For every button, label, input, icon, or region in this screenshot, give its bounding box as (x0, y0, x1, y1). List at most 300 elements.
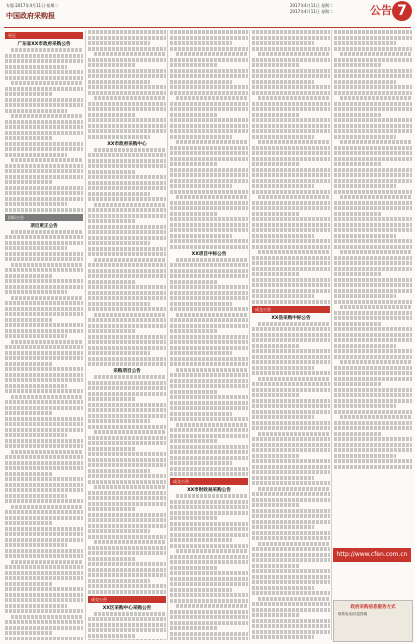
body-text-line (5, 164, 83, 168)
body-text-line (5, 587, 83, 591)
body-text-line (252, 465, 330, 469)
body-text-line (170, 555, 248, 559)
body-text-line (170, 439, 217, 443)
body-text-line (170, 340, 248, 344)
website-url-banner[interactable]: http://www.cfen.com.cn (333, 548, 411, 562)
body-text-line (88, 247, 166, 251)
body-text-line (11, 340, 83, 344)
body-text-line (170, 461, 232, 465)
body-text-line (170, 296, 248, 300)
body-text-line (334, 382, 381, 386)
body-text-line (252, 371, 330, 375)
body-text-line (5, 153, 67, 157)
body-text-line (88, 159, 166, 163)
body-text-line (334, 47, 412, 51)
body-text-line (88, 285, 166, 289)
body-text-line (252, 520, 330, 524)
body-text-line (334, 338, 412, 342)
masthead-right-line1: 2017年4月11日 星期二 (290, 3, 334, 8)
column-1 (5, 30, 83, 640)
column-divider (167, 30, 168, 640)
body-text-line (334, 377, 412, 381)
body-text-line (5, 604, 67, 608)
body-text-line (252, 421, 330, 425)
body-text-line (88, 381, 166, 385)
body-text-line (88, 324, 166, 328)
body-text-line (334, 388, 412, 392)
body-text-line (176, 52, 248, 56)
body-text-line (88, 302, 150, 306)
body-text-line (5, 70, 83, 74)
column-5 (334, 30, 412, 542)
body-text-line (88, 164, 166, 168)
body-text-line (88, 80, 150, 84)
body-text-line (170, 47, 248, 51)
body-text-line (176, 604, 248, 608)
body-text-line (5, 488, 83, 492)
body-text-line (334, 322, 381, 326)
body-text-line (170, 456, 248, 460)
body-text-line (176, 494, 248, 498)
body-text-line (170, 302, 232, 306)
info-service-box (333, 600, 413, 642)
body-text-line (94, 148, 166, 152)
body-text-line (88, 129, 166, 133)
body-text-line (5, 571, 83, 575)
body-text-line (5, 147, 83, 151)
body-text-line (88, 557, 135, 561)
body-text-line (5, 241, 83, 245)
body-text-line (170, 118, 248, 122)
body-text-line (252, 536, 330, 540)
body-text-line (252, 586, 314, 590)
body-text-line (88, 329, 135, 333)
body-text-line (94, 430, 166, 434)
body-text-line (5, 307, 83, 311)
body-text-line (340, 415, 412, 419)
body-text-line (170, 544, 248, 548)
body-text-line (170, 324, 248, 328)
body-text-line (252, 355, 330, 359)
body-text-line (5, 169, 83, 173)
column-divider (249, 30, 250, 640)
body-text-line (5, 252, 83, 256)
body-text-line (170, 566, 217, 570)
body-text-line (11, 615, 83, 619)
body-text-line (334, 179, 412, 183)
body-text-line (258, 250, 330, 254)
body-text-line (5, 345, 83, 349)
body-text-line (252, 619, 330, 623)
body-text-line (252, 426, 330, 430)
body-text-line (170, 63, 217, 67)
body-text-line (5, 98, 83, 102)
body-text-line (334, 201, 412, 205)
body-text-line (170, 626, 217, 630)
body-text-line (252, 212, 299, 216)
body-text-line (252, 283, 330, 287)
body-text-line (334, 393, 412, 397)
body-text-line (170, 184, 232, 188)
body-text-line (5, 301, 83, 305)
body-text-line (88, 496, 166, 500)
body-text-line (94, 485, 166, 489)
body-text-line (170, 533, 248, 537)
body-text-line (258, 140, 330, 144)
body-text-line (252, 564, 299, 568)
body-text-line (334, 234, 396, 238)
body-text-line (252, 410, 330, 414)
body-text-line (88, 91, 166, 95)
body-text-line (88, 274, 166, 278)
body-text-line (252, 294, 314, 298)
body-text-line (170, 516, 217, 520)
body-text-line (170, 274, 248, 278)
body-text-line (88, 102, 166, 106)
body-text-line (170, 285, 248, 289)
body-text-line (334, 124, 412, 128)
body-text-line (5, 285, 83, 289)
body-text-line (94, 96, 166, 100)
body-text-line (5, 54, 83, 58)
body-text-line (252, 481, 330, 485)
body-text-line (252, 338, 330, 342)
body-text-line (334, 190, 412, 194)
body-text-line (170, 217, 248, 221)
body-text-line (5, 109, 67, 113)
article-title: XX项目中标公告 (191, 251, 227, 257)
body-text-line (170, 362, 248, 366)
body-text-line (176, 96, 248, 100)
body-text-line (170, 401, 248, 405)
body-text-line (334, 63, 381, 67)
body-text-line (252, 503, 299, 507)
body-text-line (252, 300, 330, 304)
body-text-line (88, 518, 166, 522)
body-text-line (258, 52, 330, 56)
body-text-line (252, 91, 330, 95)
body-text-line (5, 406, 83, 410)
body-text-line (88, 197, 166, 201)
body-text-line (88, 107, 166, 111)
body-text-line (5, 191, 83, 195)
body-text-line (334, 267, 412, 271)
body-text-line (252, 580, 330, 584)
body-text-line (5, 422, 83, 426)
body-text-line (170, 472, 248, 476)
body-text-line (252, 498, 330, 502)
body-text-line (334, 135, 396, 139)
body-text-line (5, 136, 52, 140)
body-text-line (252, 102, 330, 106)
body-text-line (5, 356, 83, 360)
body-text-line (5, 609, 83, 613)
body-text-line (11, 450, 83, 454)
body-text-line (252, 58, 330, 62)
body-text-line (88, 408, 166, 412)
body-text-line (170, 30, 248, 34)
body-text-line (88, 639, 166, 640)
body-text-line (170, 85, 248, 89)
body-text-line (170, 351, 232, 355)
body-text-line (170, 234, 232, 238)
body-text-line (5, 257, 83, 261)
body-text-line (334, 459, 412, 463)
body-text-line (334, 146, 412, 150)
body-text-line (5, 439, 83, 443)
body-text-line (252, 179, 330, 183)
body-text-line (5, 186, 83, 190)
body-text-line (170, 41, 232, 45)
body-text-line (88, 340, 166, 344)
body-text-line (11, 505, 83, 509)
body-text-line (94, 52, 166, 56)
body-text-line (252, 393, 299, 397)
body-text-line (252, 525, 314, 529)
body-text-line (176, 423, 248, 427)
body-text-line (252, 118, 330, 122)
body-text-line (252, 514, 330, 518)
body-text-line (5, 351, 83, 355)
body-text-line (334, 30, 412, 34)
body-text-line (88, 153, 166, 157)
body-text-line (170, 428, 248, 432)
body-text-line (5, 444, 83, 448)
body-text-line (334, 157, 412, 161)
body-text-line (88, 535, 166, 539)
body-text-line (252, 531, 330, 535)
body-text-line (5, 400, 83, 404)
masthead-left-line: 专版·2017年4月11日·星期二 (6, 3, 59, 8)
body-text-line (252, 591, 330, 595)
body-text-line (334, 80, 396, 84)
body-text-line (5, 131, 83, 135)
body-text-line (88, 551, 166, 555)
body-text-line (252, 635, 314, 639)
body-text-line (88, 335, 166, 339)
body-text-line (170, 129, 248, 133)
body-text-line (334, 278, 412, 282)
body-text-line (334, 261, 412, 265)
body-text-line (170, 74, 248, 78)
article-title: 广东省XX市政府采购公告 (17, 42, 71, 47)
body-text-line (252, 36, 330, 40)
body-text-line (5, 532, 83, 536)
body-text-line (170, 124, 248, 128)
body-text-line (5, 433, 67, 437)
column-divider (85, 30, 86, 640)
body-text-line (5, 290, 67, 294)
body-text-line (88, 69, 166, 73)
body-text-line (170, 212, 217, 216)
body-text-line (88, 118, 166, 122)
body-text-line (334, 151, 412, 155)
body-text-line (334, 437, 412, 441)
body-text-line (88, 628, 166, 632)
body-text-line (170, 500, 248, 504)
body-text-line (334, 102, 412, 106)
body-text-line (5, 620, 83, 624)
body-text-line (88, 386, 166, 390)
body-text-line (5, 538, 83, 542)
body-text-line (252, 151, 330, 155)
body-text-line (176, 368, 248, 372)
body-text-line (170, 588, 232, 592)
body-text-line (5, 268, 83, 272)
body-text-line (5, 466, 83, 470)
body-text-line (334, 443, 412, 447)
body-text-line (252, 470, 330, 474)
body-text-line (334, 113, 381, 117)
body-text-line (334, 421, 412, 425)
body-text-line (88, 214, 166, 218)
body-text-line (252, 278, 330, 282)
body-text-line (5, 120, 83, 124)
section-bar: 成交公告 (252, 306, 330, 313)
body-text-line (252, 245, 330, 249)
body-text-line (252, 404, 330, 408)
body-text-line (88, 507, 135, 511)
body-text-line (88, 623, 166, 627)
body-text-line (170, 58, 248, 62)
body-text-line (252, 289, 330, 293)
body-text-line (252, 454, 299, 458)
body-text-line (252, 602, 330, 606)
body-text-line (170, 346, 248, 350)
article-title: XX区采购中心采购公告 (102, 605, 152, 611)
body-text-line (94, 612, 166, 616)
body-text-line (5, 92, 52, 96)
body-text-line (258, 432, 330, 436)
body-text-line (88, 403, 166, 407)
body-text-line (170, 329, 217, 333)
body-text-line (88, 63, 135, 67)
body-text-line (252, 74, 330, 78)
body-text-line (252, 492, 330, 496)
body-text-line (334, 217, 412, 221)
body-text-line (170, 269, 248, 273)
body-text-line (170, 505, 248, 509)
body-text-line (88, 579, 150, 583)
body-text-line (252, 437, 330, 441)
body-text-line (88, 170, 135, 174)
body-text-line (5, 279, 83, 283)
body-text-line (170, 107, 248, 111)
body-text-line (94, 258, 166, 262)
body-text-line (252, 558, 330, 562)
body-text-line (252, 553, 330, 557)
body-text-line (170, 522, 248, 526)
body-text-line (252, 382, 330, 386)
body-text-line (258, 377, 330, 381)
body-text-line (5, 180, 52, 184)
body-text-line (5, 197, 83, 201)
column-2 (88, 30, 166, 640)
body-text-line (88, 397, 135, 401)
body-text-line (334, 349, 412, 353)
body-text-line (88, 419, 150, 423)
body-text-line (176, 258, 248, 262)
body-text-line (252, 448, 330, 452)
body-text-line (5, 582, 52, 586)
body-text-line (88, 441, 166, 445)
body-text-line (88, 225, 166, 229)
body-text-line (88, 502, 166, 506)
body-text-line (176, 549, 248, 553)
body-text-line (334, 256, 412, 260)
body-text-line (252, 349, 330, 353)
body-text-line (88, 85, 166, 89)
body-text-line (170, 467, 248, 471)
body-text-line (88, 617, 166, 621)
body-text-line (170, 263, 248, 267)
body-text-line (252, 327, 330, 331)
body-text-line (170, 318, 248, 322)
body-text-line (334, 366, 412, 370)
body-text-line (334, 333, 412, 337)
body-text-line (170, 357, 248, 361)
body-text-line (5, 367, 83, 371)
section-name: 公告 (370, 4, 392, 17)
body-text-line (170, 113, 217, 117)
body-text-line (334, 245, 412, 249)
body-text-line (88, 469, 150, 473)
body-text-line (170, 434, 248, 438)
body-text-line (170, 135, 232, 139)
body-text-line (170, 102, 248, 106)
body-text-line (5, 65, 67, 69)
info-service-line: 联系电话/信息投稿 (338, 612, 368, 616)
body-text-line (252, 256, 330, 260)
body-text-line (170, 151, 248, 155)
body-text-line (334, 41, 396, 45)
body-text-line (252, 267, 330, 271)
body-text-line (5, 637, 83, 641)
body-text-line (334, 448, 412, 452)
body-text-line (88, 452, 166, 456)
body-text-line (5, 521, 52, 525)
body-text-line (340, 305, 412, 309)
body-text-line (170, 621, 248, 625)
body-text-line (252, 63, 299, 67)
body-text-line (5, 626, 83, 630)
body-text-line (334, 432, 381, 436)
body-text-line (88, 524, 166, 528)
body-text-line (258, 487, 330, 491)
article-title: XX市财政局采购公告 (187, 488, 231, 493)
body-text-line (88, 463, 166, 467)
body-text-line (5, 411, 52, 415)
body-text-line (252, 509, 330, 513)
body-text-line (88, 425, 166, 429)
body-text-line (5, 76, 83, 80)
body-text-line (88, 513, 166, 517)
body-text-line (170, 538, 232, 542)
body-text-line (334, 173, 412, 177)
body-text-line (258, 195, 330, 199)
body-text-line (5, 598, 83, 602)
body-text-line (252, 190, 330, 194)
body-text-line (340, 140, 412, 144)
body-text-line (252, 47, 330, 51)
body-text-line (5, 494, 67, 498)
body-text-line (334, 371, 412, 375)
body-text-line (252, 234, 314, 238)
body-text-line (334, 465, 412, 469)
body-text-line (170, 157, 248, 161)
body-text-line (5, 274, 52, 278)
body-text-line (88, 546, 166, 550)
